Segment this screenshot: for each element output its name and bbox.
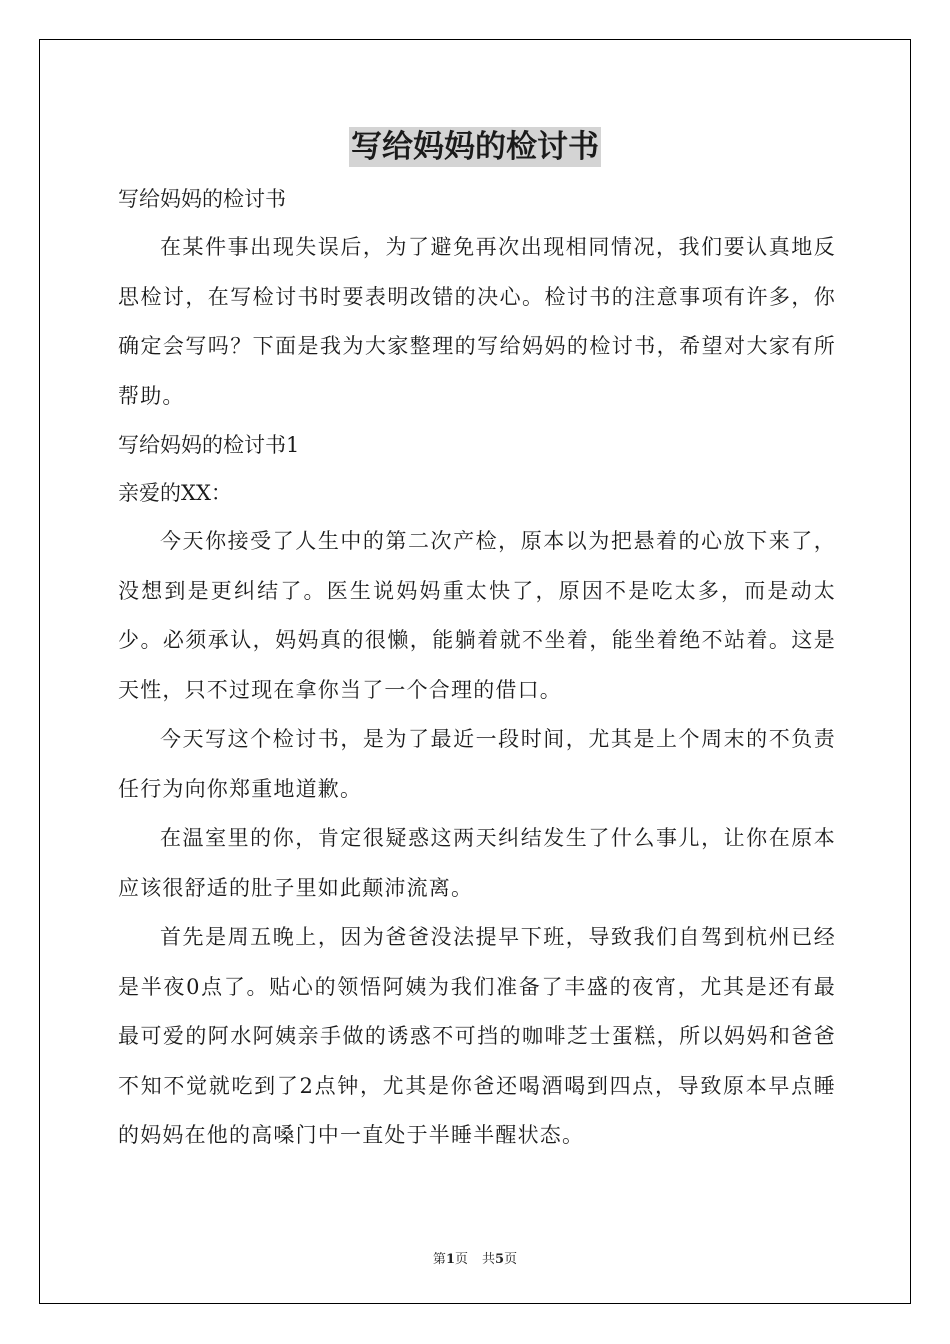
section-heading: 写给妈妈的检讨书1 — [118, 433, 300, 457]
page-prefix: 第 — [432, 1252, 446, 1267]
page-total: 5 — [495, 1252, 505, 1267]
document-body — [118, 175, 836, 1161]
page-current: 1 — [445, 1252, 455, 1267]
body-paragraph-4: 首先是周五晚上，因为爸爸没法提早下班，导致我们自驾到杭州已经是半夜0点了。贴心的领悟阿姨为我们准备了丰盛的夜宵，尤其是还有最最可爱的阿水阿姨亲手做的诱惑不可挡的咖啡芝士蛋糕，所以妈妈和爸爸不知不觉就吃到了2点钟，尤其是你爸还喝酒喝到四点，导致原本早点睡的妈妈在他的高嗓门中一直处于半睡半醒状态。 — [118, 925, 836, 1147]
body-paragraph-3: 在温室里的你，肯定很疑惑这两天纠结发生了什么事儿，让你在原本应该很舒适的肚子里如此颠沛流离。 — [118, 826, 836, 900]
intro-paragraph: 在某件事出现失误后，为了避免再次出现相同情况，我们要认真地反思检讨，在写检讨书时要表明改错的决心。检讨书的注意事项有许多，你确定会写吗？下面是我为大家整理的写给妈妈的检讨书，希望对大家有所帮助。 — [118, 235, 836, 408]
page-title: 写给妈妈的检讨书 — [351, 129, 599, 165]
total-prefix: 共 — [482, 1252, 496, 1267]
body-paragraph-1: 今天你接受了人生中的第二次产检，原本以为把悬着的心放下来了，没想到是更纠结了。医生说妈妈重太快了，原因不是吃太多，而是动太少。必须承认，妈妈真的很懒，能躺着就不坐着，能坐着绝不站着。这是天性，只不过现在拿你当了一个合理的借口。 — [118, 529, 836, 702]
page-footer — [0, 1248, 950, 1267]
total-suffix: 页 — [504, 1252, 518, 1267]
salutation: 亲爱的XX： — [118, 481, 232, 505]
page-suffix: 页 — [454, 1252, 468, 1267]
body-paragraph-2: 今天写这个检讨书，是为了最近一段时间，尤其是上个周末的不负责任行为向你郑重地道歉。 — [118, 727, 836, 801]
document-subtitle: 写给妈妈的检讨书 — [118, 187, 286, 211]
title-container — [0, 127, 950, 167]
